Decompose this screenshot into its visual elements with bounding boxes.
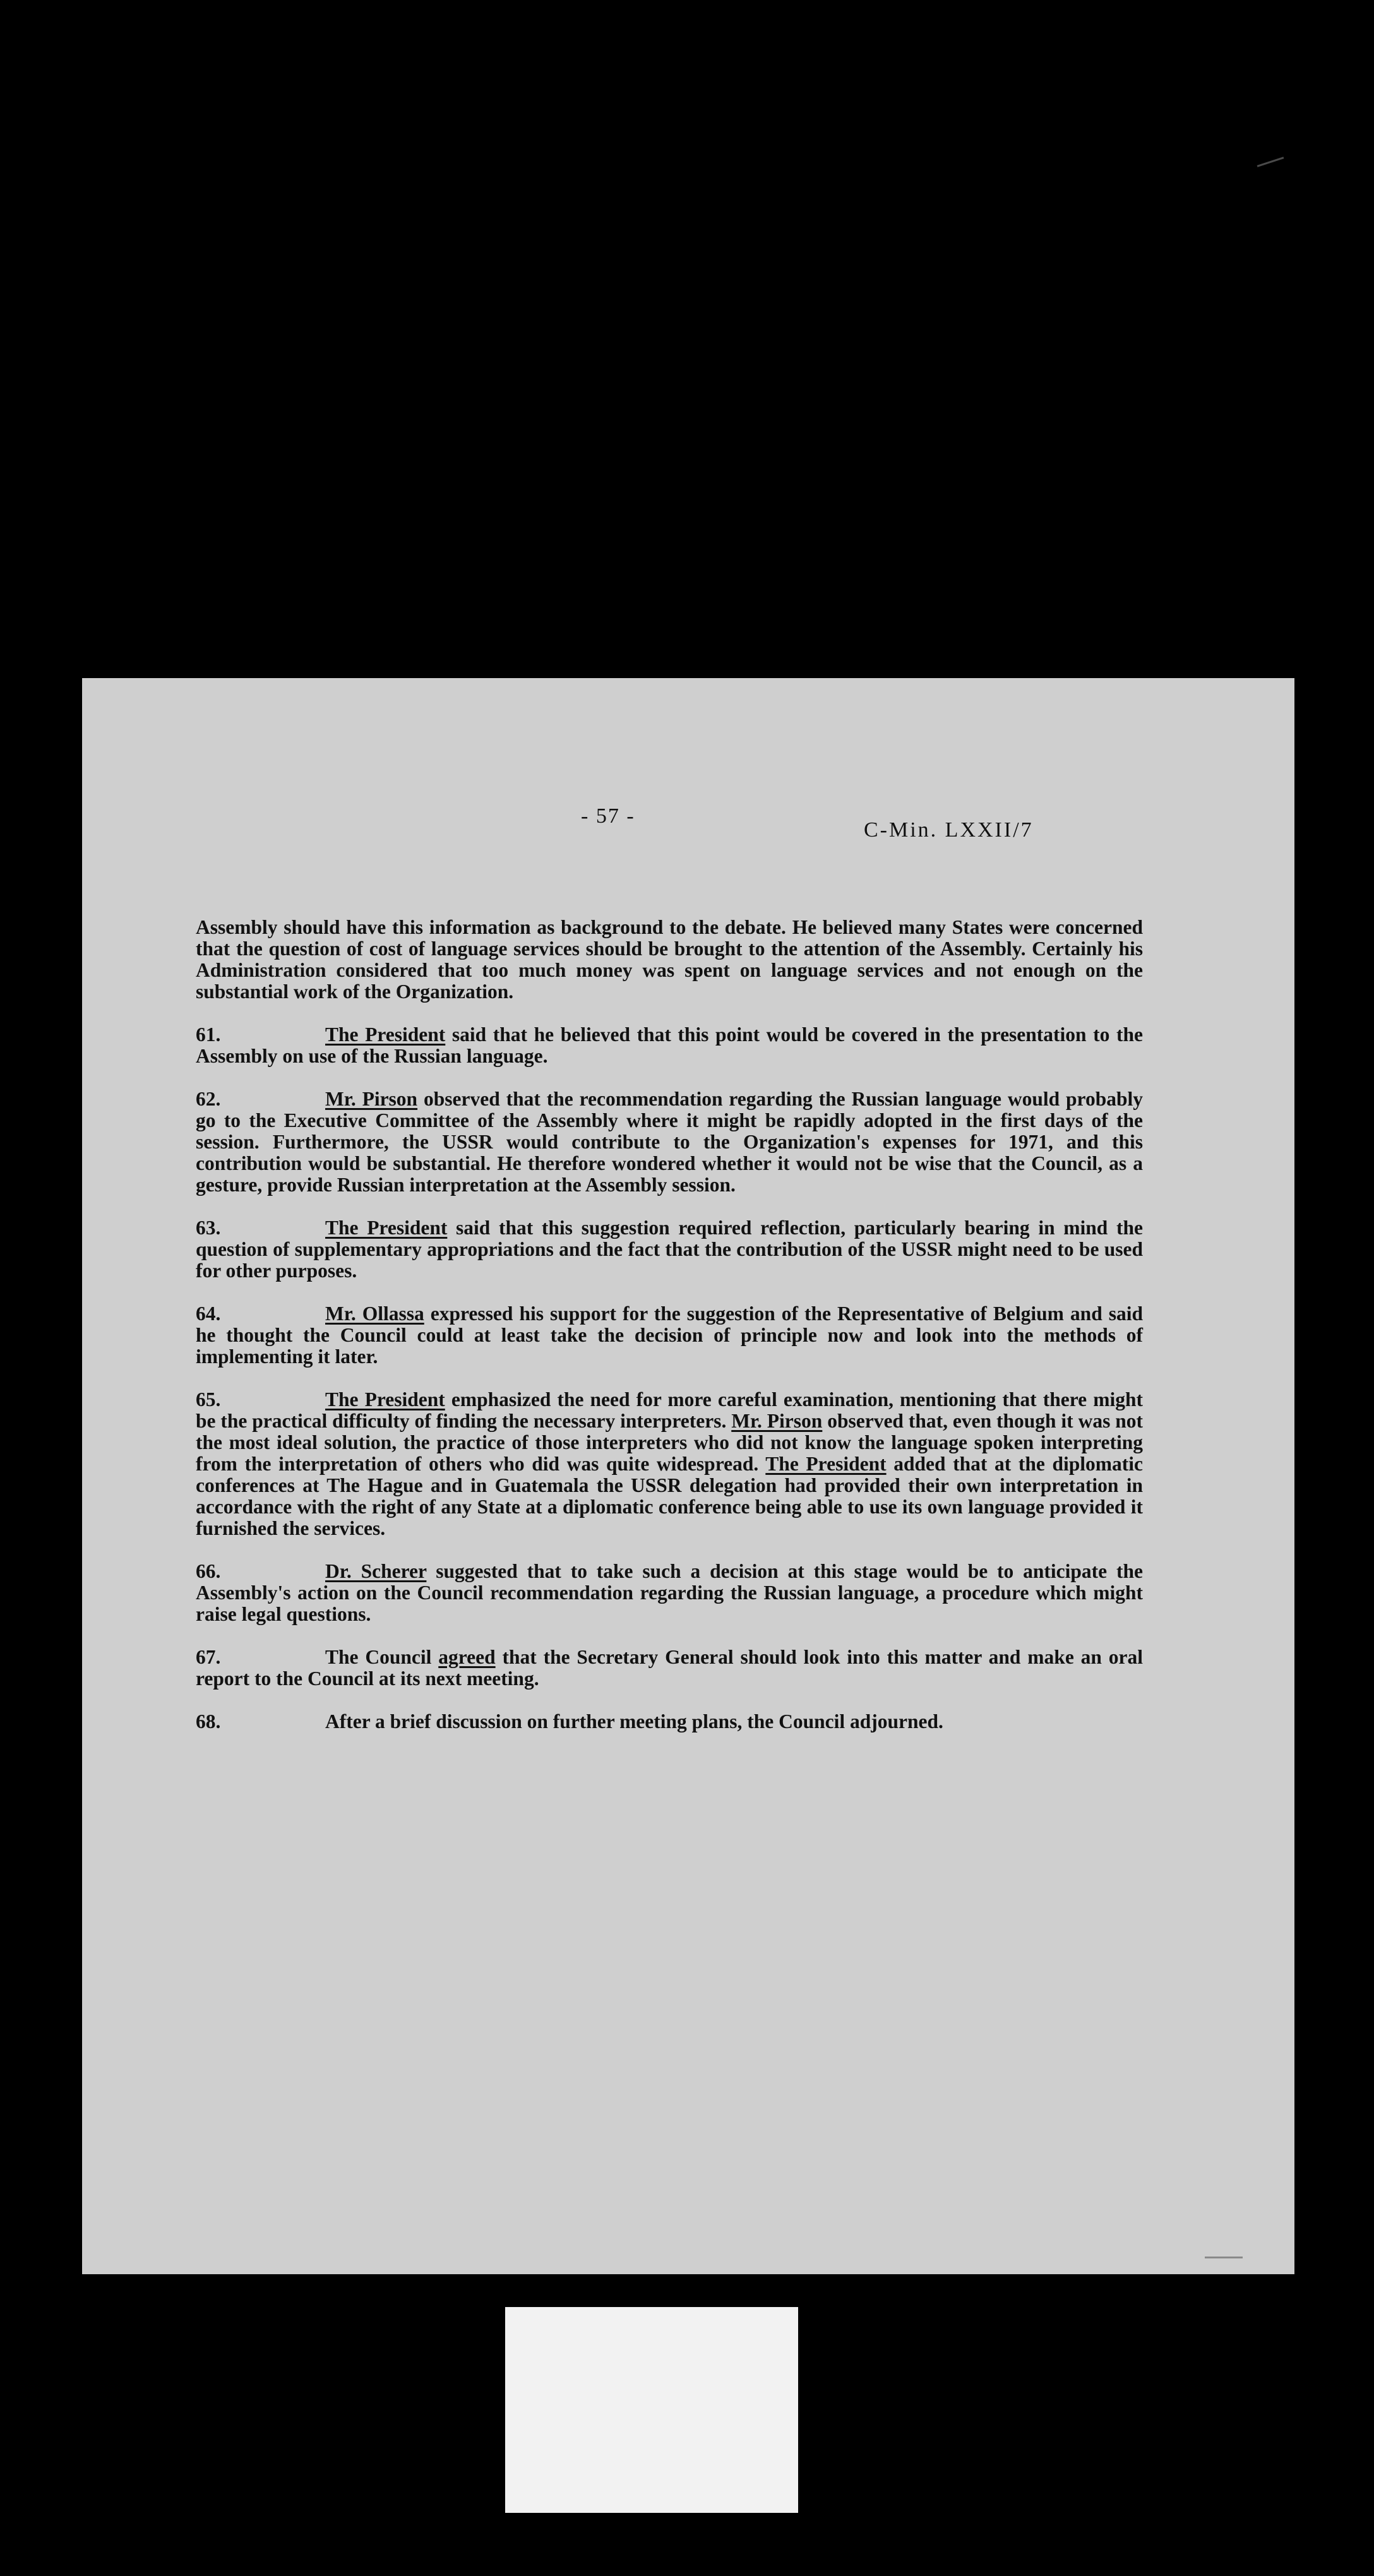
paragraph-number: 68. [196, 1710, 221, 1732]
speaker-name: The President [765, 1453, 887, 1475]
paragraph-text: added that at the diplomatic conferences at The Hague and in Guatemala the USSR delegation had provided their own interpretation in accordance with the right of any State at a diplomatic conference being able to use its own language provided it furnished the services. [196, 1453, 1143, 1539]
paragraph-text: that the Secretary General should look into this matter and make an oral report to the Council at its next meeting. [196, 1646, 1143, 1690]
paragraph-text: After a brief discussion on further meeting plans, the Council adjourned. [325, 1710, 943, 1732]
paragraph-text: said that this suggestion required reflection, particularly bearing in mind the question of supplementary appropriations and the fact that the contribution of the USSR might need to be used for other purposes. [196, 1217, 1143, 1282]
speaker-name: Mr. Pirson [325, 1088, 418, 1110]
paragraph-63 [196, 1217, 1143, 1282]
paragraph-number: 64. [196, 1303, 221, 1325]
speaker-name: Mr. Pirson [731, 1410, 823, 1432]
paragraph-text: observed that the recommendation regarding the Russian language would probably go to the Executive Committee of the Assembly where it might be rapidly adopted in the first days of the session. Furthermore, the USSR would contribute to the Organization's expenses for 1971, and this contribution would be substantial. He therefore wondered whether it would not be wise that the Council, as a gesture, provide Russian interpretation at the Assembly session. [196, 1088, 1143, 1196]
paragraph-text: observed that, even though it was not the most ideal solution, the practice of those interpreters who did not know the language spoken interpreting from the interpretation of others who did was quite widespread. [196, 1410, 1143, 1475]
paragraph-number: 67. [196, 1646, 221, 1668]
paragraph-number: 61. [196, 1023, 221, 1046]
speaker-name: Mr. Ollassa [325, 1303, 424, 1325]
scan-mark [1205, 2257, 1243, 2258]
paragraph-text: expressed his support for the suggestion of the Representative of Belgium and said he thought the Council could at least take the decision of principle now and look into the methods of implementing it later. [196, 1303, 1144, 1368]
paragraph-number: 62. [196, 1088, 221, 1110]
page-number: - 57 - [581, 804, 635, 828]
paragraph-text: suggested that to take such a decision at this stage would be to anticipate the Assembly's action on the Council recommendation regarding the Russian language, a procedure which might raise legal questions. [196, 1560, 1143, 1625]
scan-target-card [505, 2307, 798, 2513]
paragraph-62 [196, 1088, 1143, 1196]
speaker-name: Dr. Scherer [325, 1560, 427, 1582]
paragraph-number: 63. [196, 1217, 221, 1239]
decision-keyword: agreed [438, 1646, 496, 1668]
paragraph-67 [196, 1647, 1143, 1690]
scan-mark [1257, 157, 1284, 167]
speaker-name: The President [325, 1217, 448, 1239]
paragraph-lead: The Council [325, 1646, 439, 1668]
speaker-name: The President [325, 1388, 445, 1410]
continuation-paragraph: Assembly should have this information as background to the debate. He believed many States were concerned that the question of cost of language services should be brought to the attention of the Assembly. Certainly his Administration considered that too much money was spent on language services and not enough on the substantial work of the Organization. [196, 916, 1143, 1003]
paragraph-68 [196, 1711, 1143, 1732]
paragraph-number: 66. [196, 1560, 221, 1582]
paragraph-65 [196, 1389, 1143, 1539]
paragraph-64 [196, 1303, 1143, 1368]
paragraph-text: emphasized the need for more careful examination, mentioning that there might be the practical difficulty of finding the necessary interpreters. [196, 1388, 1143, 1432]
paragraph-number: 65. [196, 1388, 221, 1410]
paragraph-61 [196, 1024, 1143, 1067]
document-page [82, 678, 1294, 2274]
paragraph-66 [196, 1561, 1143, 1625]
paragraph-text: said that he believed that this point would be covered in the presentation to the Assembly on use of the Russian language. [196, 1023, 1143, 1067]
minutes-body [196, 917, 1143, 1754]
document-reference: C-Min. LXXII/7 [864, 818, 1034, 842]
speaker-name: The President [325, 1023, 446, 1046]
